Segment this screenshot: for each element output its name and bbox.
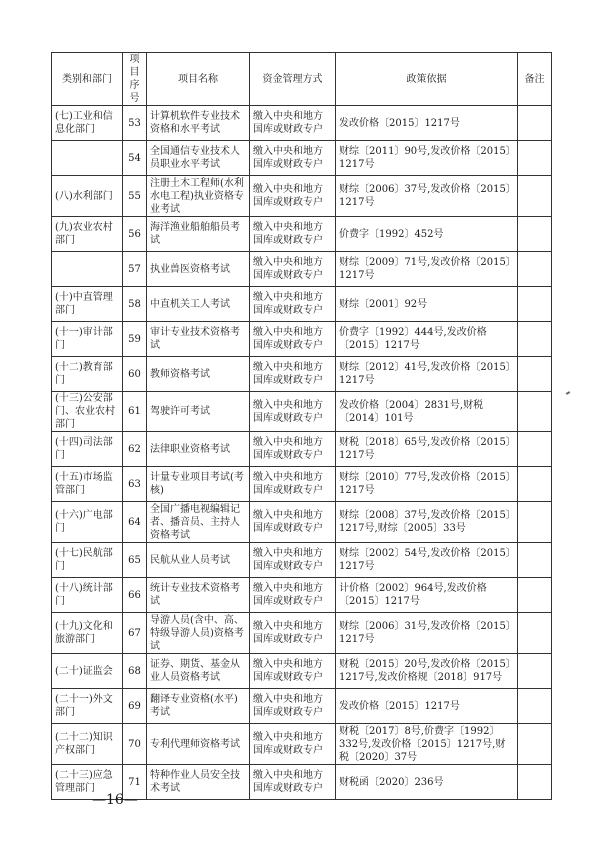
item-name-cell: 计量专业项目考试(考核) [147, 467, 250, 502]
category-cell: (十八)统计部门 [52, 578, 123, 613]
table-row [52, 502, 552, 543]
category-cell: (七)工业和信息化部门 [52, 106, 123, 141]
management-cell: 缴入中央和地方国库或财政专户 [250, 654, 336, 689]
stray-mark [566, 391, 570, 395]
management-cell: 缴入中央和地方国库或财政专户 [250, 502, 336, 543]
policy-basis-cell: 财综〔2006〕31号,发改价格〔2015〕1217号 [336, 613, 518, 654]
number-cell: 56 [123, 217, 147, 252]
policy-basis-cell: 财综〔2001〕92号 [336, 287, 518, 322]
management-cell: 缴入中央和地方国库或财政专户 [250, 287, 336, 322]
category-cell: (十五)市场监管部门 [52, 467, 123, 502]
management-cell: 缴入中央和地方国库或财政专户 [250, 392, 336, 432]
page-number: —16— [92, 792, 138, 808]
policy-basis-cell: 财综〔2011〕90号,发改价格〔2015〕1217号 [336, 141, 518, 176]
number-cell: 57 [123, 252, 147, 287]
table-row [52, 322, 552, 357]
management-cell: 缴入中央和地方国库或财政专户 [250, 176, 336, 217]
table-row [52, 578, 552, 613]
remarks-cell [518, 106, 552, 141]
category-cell: (十九)文化和旅游部门 [52, 613, 123, 654]
number-cell: 55 [123, 176, 147, 217]
category-cell: (十)中直管理部门 [52, 287, 123, 322]
number-cell: 59 [123, 322, 147, 357]
management-cell: 缴入中央和地方国库或财政专户 [250, 252, 336, 287]
category-cell: (二十)证监会 [52, 654, 123, 689]
fee-items-table [51, 52, 552, 800]
remarks-cell [518, 654, 552, 689]
management-cell: 缴入中央和地方国库或财政专户 [250, 543, 336, 578]
policy-basis-cell: 财综〔2002〕54号,发改价格〔2015〕1217号 [336, 543, 518, 578]
header-basis: 政策依据 [336, 53, 518, 106]
remarks-cell [518, 689, 552, 724]
number-cell: 69 [123, 689, 147, 724]
table-row [52, 287, 552, 322]
number-cell: 63 [123, 467, 147, 502]
item-name-cell: 专利代理师资格考试 [147, 724, 250, 765]
table-row [52, 613, 552, 654]
remarks-cell [518, 578, 552, 613]
header-category: 类别和部门 [52, 53, 123, 106]
management-cell: 缴入中央和地方国库或财政专户 [250, 141, 336, 176]
number-cell: 54 [123, 141, 147, 176]
number-cell: 58 [123, 287, 147, 322]
management-cell: 缴入中央和地方国库或财政专户 [250, 217, 336, 252]
table-row [52, 141, 552, 176]
number-cell: 64 [123, 502, 147, 543]
policy-basis-cell: 财综〔2012〕41号,发改价格〔2015〕1217号 [336, 357, 518, 392]
management-cell: 缴入中央和地方国库或财政专户 [250, 765, 336, 800]
policy-basis-cell: 价费字〔1992〕452号 [336, 217, 518, 252]
number-cell: 62 [123, 432, 147, 467]
category-cell: (十六)广电部门 [52, 502, 123, 543]
policy-basis-cell: 发改价格〔2004〕2831号,财税〔2014〕101号 [336, 392, 518, 432]
number-cell: 53 [123, 106, 147, 141]
header-remarks: 备注 [518, 53, 552, 106]
item-name-cell: 注册土木工程师(水利水电工程)执业资格专业考试 [147, 176, 250, 217]
table-row [52, 176, 552, 217]
table-header-row [52, 53, 552, 106]
table-row [52, 543, 552, 578]
item-name-cell: 特种作业人员安全技术考试 [147, 765, 250, 800]
policy-basis-cell: 财税函〔2020〕236号 [336, 765, 518, 800]
table-row [52, 252, 552, 287]
item-name-cell: 审计专业技术资格考试 [147, 322, 250, 357]
remarks-cell [518, 252, 552, 287]
category-cell: (二十三)应急管理部门 [52, 765, 123, 800]
table-row [52, 357, 552, 392]
item-name-cell: 翻译专业资格(水平)考试 [147, 689, 250, 724]
remarks-cell [518, 287, 552, 322]
remarks-cell [518, 432, 552, 467]
management-cell: 缴入中央和地方国库或财政专户 [250, 578, 336, 613]
remarks-cell [518, 502, 552, 543]
item-name-cell: 统计专业技术资格考试 [147, 578, 250, 613]
number-cell: 70 [123, 724, 147, 765]
item-name-cell: 海洋渔业船舶船员考试 [147, 217, 250, 252]
remarks-cell [518, 467, 552, 502]
table-row [52, 392, 552, 432]
header-number: 项目序号 [123, 53, 147, 106]
number-cell: 65 [123, 543, 147, 578]
category-cell: (十四)司法部门 [52, 432, 123, 467]
policy-basis-cell: 财综〔2008〕37号,发改价格〔2015〕1217号,财综〔2005〕33号 [336, 502, 518, 543]
remarks-cell [518, 765, 552, 800]
policy-basis-cell: 财税〔2017〕8号,价费字〔1992〕332号,发改价格〔2015〕1217号,财税〔2020〕37号 [336, 724, 518, 765]
category-cell: (十一)审计部门 [52, 322, 123, 357]
management-cell: 缴入中央和地方国库或财政专户 [250, 613, 336, 654]
table-row [52, 467, 552, 502]
item-name-cell: 全国通信专业技术人员职业水平考试 [147, 141, 250, 176]
management-cell: 缴入中央和地方国库或财政专户 [250, 689, 336, 724]
category-cell [52, 252, 123, 287]
item-name-cell: 证券、期货、基金从业人员资格考试 [147, 654, 250, 689]
remarks-cell [518, 322, 552, 357]
policy-basis-cell: 财综〔2010〕77号,发改价格〔2015〕1217号 [336, 467, 518, 502]
table-row [52, 106, 552, 141]
policy-basis-cell: 发改价格〔2015〕1217号 [336, 689, 518, 724]
item-name-cell: 计算机软件专业技术资格和水平考试 [147, 106, 250, 141]
category-cell: (二十二)知识产权部门 [52, 724, 123, 765]
policy-basis-cell: 价费字〔1992〕444号,发改价格〔2015〕1217号 [336, 322, 518, 357]
number-cell: 60 [123, 357, 147, 392]
policy-basis-cell: 财综〔2009〕71号,发改价格〔2015〕1217号 [336, 252, 518, 287]
category-cell [52, 141, 123, 176]
management-cell: 缴入中央和地方国库或财政专户 [250, 357, 336, 392]
item-name-cell: 导游人员(含中、高、特级导游人员)资格考试 [147, 613, 250, 654]
management-cell: 缴入中央和地方国库或财政专户 [250, 322, 336, 357]
management-cell: 缴入中央和地方国库或财政专户 [250, 467, 336, 502]
remarks-cell [518, 724, 552, 765]
category-cell: (十七)民航部门 [52, 543, 123, 578]
category-cell: (八)水利部门 [52, 176, 123, 217]
remarks-cell [518, 613, 552, 654]
management-cell: 缴入中央和地方国库或财政专户 [250, 106, 336, 141]
number-cell: 71 [123, 765, 147, 800]
remarks-cell [518, 543, 552, 578]
management-cell: 缴入中央和地方国库或财政专户 [250, 432, 336, 467]
category-cell: (二十一)外文部门 [52, 689, 123, 724]
number-cell: 67 [123, 613, 147, 654]
category-cell: (十二)教育部门 [52, 357, 123, 392]
number-cell: 61 [123, 392, 147, 432]
table-row [52, 217, 552, 252]
number-cell: 66 [123, 578, 147, 613]
table-row [52, 689, 552, 724]
policy-basis-cell: 发改价格〔2015〕1217号 [336, 106, 518, 141]
remarks-cell [518, 176, 552, 217]
remarks-cell [518, 392, 552, 432]
policy-basis-cell: 财综〔2006〕37号,发改价格〔2015〕1217号 [336, 176, 518, 217]
management-cell: 缴入中央和地方国库或财政专户 [250, 724, 336, 765]
item-name-cell: 民航从业人员考试 [147, 543, 250, 578]
table-row [52, 654, 552, 689]
item-name-cell: 中直机关工人考试 [147, 287, 250, 322]
header-management: 资金管理方式 [250, 53, 336, 106]
table-row [52, 724, 552, 765]
policy-basis-cell: 财税〔2018〕65号,发改价格〔2015〕1217号 [336, 432, 518, 467]
header-name: 项目名称 [147, 53, 250, 106]
item-name-cell: 全国广播电视编辑记者、播音员、主持人资格考试 [147, 502, 250, 543]
category-cell: (九)农业农村部门 [52, 217, 123, 252]
item-name-cell: 教师资格考试 [147, 357, 250, 392]
remarks-cell [518, 141, 552, 176]
policy-basis-cell: 计价格〔2002〕964号,发改价格〔2015〕1217号 [336, 578, 518, 613]
category-cell: (十三)公安部门、农业农村部门 [52, 392, 123, 432]
policy-basis-cell: 财税〔2015〕20号,发改价格〔2015〕1217号,发改价格规〔2018〕917号 [336, 654, 518, 689]
number-cell: 68 [123, 654, 147, 689]
item-name-cell: 驾驶许可考试 [147, 392, 250, 432]
item-name-cell: 执业兽医资格考试 [147, 252, 250, 287]
item-name-cell: 法律职业资格考试 [147, 432, 250, 467]
remarks-cell [518, 357, 552, 392]
remarks-cell [518, 217, 552, 252]
table-row [52, 432, 552, 467]
